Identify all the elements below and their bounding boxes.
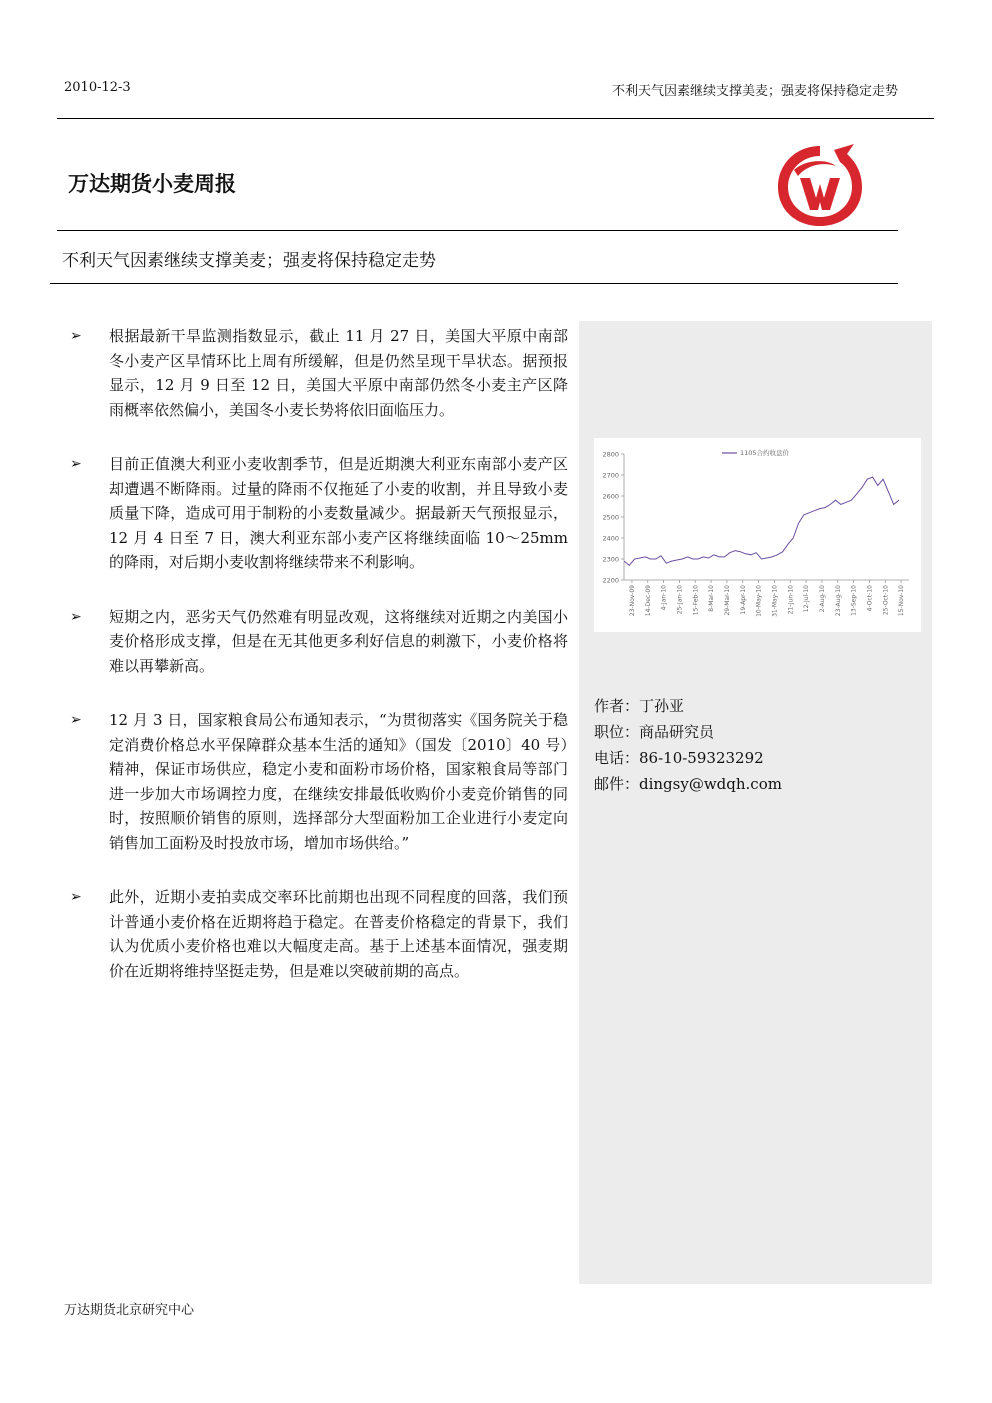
bullet-text: 12 月 3 日，国家粮食局公布通知表示，“为贯彻落实《国务院关于稳定消费价格总水平保障群众基本生活的通知》（国发〔2010〕40 号）精神，保证市场供应，稳定小麦和面粉市场价格，国家粮食局等部门进一步加大市场调控力度，在继续安排最低收购价小麦竞价销售的同时，按照顺价销售的原则，选择部分大型面粉加工企业进行小麦定向销售加工面粉及时投放市场，增加市场供给。” [109,711,568,852]
author-email: 邮件：dingsy@wdqh.com [594,775,782,793]
bullet-arrow-icon: ➢ [70,712,82,728]
price-chart [594,438,921,632]
y-tick-label: 2700 [602,471,619,480]
bullet-item [68,605,568,679]
x-tick-label: 29-Mar-10 [723,585,731,616]
header-date: 2010-12-3 [64,80,131,95]
headline-rule [50,283,898,284]
y-tick-label: 2800 [602,450,619,459]
article-body [68,324,568,1013]
x-tick-label: 19-Apr-10 [739,585,747,615]
bullet-item [68,452,568,575]
x-tick-label: 12-Jul-10 [803,585,811,613]
x-tick-label: 15-Feb-10 [692,585,700,616]
bullet-item [68,708,568,855]
x-tick-label: 23-Aug-10 [834,585,842,617]
y-tick-label: 2500 [602,513,619,522]
footer-text: 万达期货北京研究中心 [64,1303,195,1318]
x-tick-label: 4-Jan-10 [660,585,668,611]
x-tick-label: 2-Aug-10 [818,585,826,613]
bullet-arrow-icon: ➢ [70,328,82,344]
x-tick-label: 14-Dec-09 [644,585,652,617]
x-tick-label: 8-Mar-10 [708,585,716,612]
headline: 不利天气因素继续支撑美麦；强麦将保持稳定走势 [62,251,436,271]
bullet-item [68,885,568,983]
bullet-arrow-icon: ➢ [70,456,82,472]
author-position: 职位：商品研究员 [594,723,715,741]
header-title: 不利天气因素继续支撑美麦；强麦将保持稳定走势 [611,84,898,99]
x-tick-label: 13-Sep-10 [850,585,858,616]
author-name: 作者：丁孙亚 [594,697,685,715]
bullet-text: 此外，近期小麦拍卖成交率环比前期也出现不同程度的回落，我们预计普通小麦价格在近期将趋于稳定。在普麦价格稳定的背景下，我们认为优质小麦价格也难以大幅度走高。基于上述基本面情况，强麦期价在近期将维持坚挺走势，但是难以突破前期的高点。 [109,888,568,980]
y-tick-label: 2300 [602,555,619,564]
header-rule [57,118,934,119]
y-tick-label: 2600 [602,492,619,501]
x-tick-label: 31-May-10 [771,585,779,617]
title-rule [57,230,898,231]
y-tick-label: 2400 [602,534,619,543]
bullet-text: 目前正值澳大利亚小麦收割季节，但是近期澳大利亚东南部小麦产区却遭遇不断降雨。过量的降雨不仅拖延了小麦的收割，并且导致小麦质量下降，造成可用于制粉的小麦数量减少。据最新天气预报显示，12 月 4 日至 7 日，澳大利亚东部小麦产区将继续面临 10～25mm 的降雨，对后期小麦收割将继续带来不利影响。 [109,455,568,571]
bullet-arrow-icon: ➢ [70,889,82,905]
author-phone: 电话：86-10-59323292 [594,749,764,767]
bullet-text: 短期之内，恶劣天气仍然难有明显改观，这将继续对近期之内美国小麦价格形成支撑，但是在无其他更多利好信息的刺激下，小麦价格将难以再攀新高。 [109,607,568,675]
bullet-text: 根据最新干旱监测指数显示，截止 11 月 27 日，美国大平原中南部冬小麦产区旱情环比上周有所缓解，但是仍然呈现干旱状态。据预报显示，12 月 9 日至 12 日，美国大平原中南部仍然冬小麦主产区降雨概率依然偏小，美国冬小麦长势将依旧面临压力。 [109,327,568,419]
y-tick-label: 2200 [602,576,619,585]
report-name: 万达期货小麦周报 [68,172,236,196]
series-line [624,477,899,565]
x-tick-label: 23-Nov-09 [628,585,636,617]
x-tick-label: 25-Oct-10 [882,585,890,616]
x-tick-label: 25-Jan-10 [676,585,684,615]
price-chart-svg [594,438,921,632]
x-tick-label: 15-Nov-10 [898,585,906,617]
x-tick-label: 10-May-10 [755,585,763,617]
x-tick-label: 4-Oct-10 [866,585,874,612]
company-logo [774,140,866,228]
bullet-arrow-icon: ➢ [70,608,82,625]
author-info [594,693,782,797]
legend-label: 1105合约收盘价 [740,449,790,457]
bullet-item [68,324,568,422]
x-tick-label: 21-Jun-10 [787,585,795,615]
